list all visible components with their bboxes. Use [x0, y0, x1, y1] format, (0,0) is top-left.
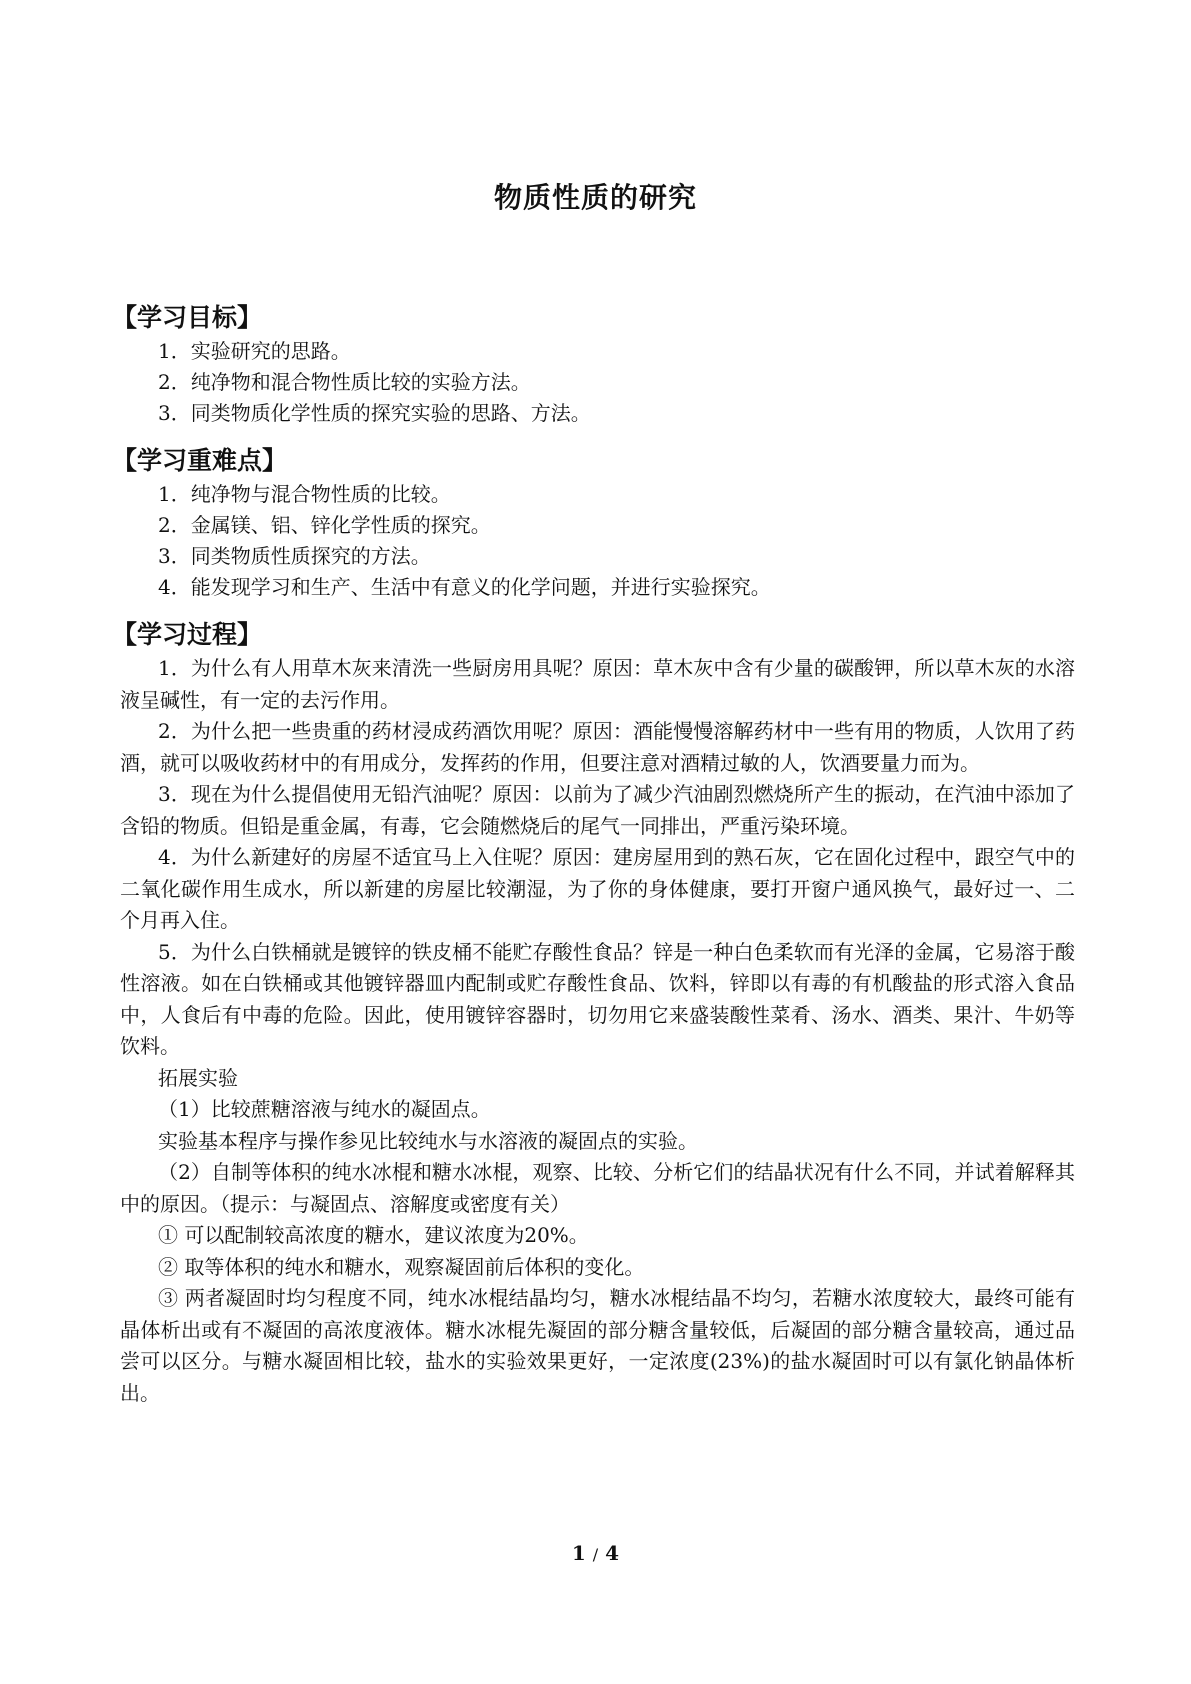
extension-note: ① 可以配制较高浓度的糖水，建议浓度为20%。 [158, 1223, 589, 1247]
total-pages: 4 [605, 1541, 620, 1565]
extension-note: ③ 两者凝固时均匀程度不同，纯水冰棍结晶均匀，糖水冰棍结晶不均匀，若糖水浓度较大，最终可能有晶体析出或有不凝固的高浓度液体。糖水冰棍先凝固的部分糖含量较低，后凝固的部分糖含量较高，通过品尝可以区分。与糖水凝固相比较，盐水的实验效果更好，一定浓度(23%)的盐水凝固时可以有氯化钠晶体析出。 [120, 1286, 1075, 1405]
process-paragraph: 2．为什么把一些贵重的药材浸成药酒饮用呢？原因：酒能慢慢溶解药材中一些有用的物质，人饮用了药酒，就可以吸收药材中的有用成分，发挥药的作用，但要注意对酒精过敏的人，饮酒要量力而为。 [120, 719, 1075, 775]
key-point-item: 4．能发现学习和生产、生活中有意义的化学问题，并进行实验探究。 [158, 575, 771, 599]
objective-item: 1．实验研究的思路。 [158, 339, 351, 363]
section-heading-objectives: 【学习目标】 [112, 303, 263, 332]
extension-item: （2）自制等体积的纯水冰棍和糖水冰棍，观察、比较、分析它们的结晶状况有什么不同，并试着解释其中的原因。（提示：与凝固点、溶解度或密度有关） [120, 1160, 1075, 1216]
extension-heading: 拓展实验 [158, 1065, 238, 1090]
process-paragraph: 5．为什么白铁桶就是镀锌的铁皮桶不能贮存酸性食品？锌是一种白色柔软而有光泽的金属，它易溶于酸性溶液。如在白铁桶或其他镀锌器皿内配制或贮存酸性食品、饮料，锌即以有毒的有机酸盐的形式溶入食品中，人食后有中毒的危险。因此，使用镀锌容器时，切勿用它来盛装酸性菜肴、汤水、酒类、果汁、牛奶等饮料。 [120, 939, 1075, 1058]
section-heading-process: 【学习过程】 [112, 620, 263, 649]
key-point-item: 1．纯净物与混合物性质的比较。 [158, 482, 451, 506]
current-page: 1 [571, 1541, 586, 1565]
document-title: 物质性质的研究 [493, 181, 697, 214]
key-point-item: 3．同类物质性质探究的方法。 [158, 544, 431, 568]
process-paragraph: 1．为什么有人用草木灰来清洗一些厨房用具呢？原因：草木灰中含有少量的碳酸钾，所以草木灰的水溶液呈碱性，有一定的去污作用。 [120, 656, 1075, 712]
extension-item: 实验基本程序与操作参见比较纯水与水溶液的凝固点的实验。 [158, 1128, 698, 1153]
extension-item: （1）比较蔗糖溶液与纯水的凝固点。 [158, 1097, 491, 1121]
objective-item: 2．纯净物和混合物性质比较的实验方法。 [158, 370, 531, 394]
process-paragraph: 3．现在为什么提倡使用无铅汽油呢？原因：以前为了减少汽油剧烈燃烧所产生的振动，在汽油中添加了含铅的物质。但铅是重金属，有毒，它会随燃烧后的尾气一同排出，严重污染环境。 [120, 782, 1075, 838]
extension-note: ② 取等体积的纯水和糖水，观察凝固前后体积的变化。 [158, 1254, 645, 1279]
process-paragraph: 4．为什么新建好的房屋不适宜马上入住呢？原因：建房屋用到的熟石灰，它在固化过程中，跟空气中的二氧化碳作用生成水，所以新建的房屋比较潮湿，为了你的身体健康，要打开窗户通风换气，最好过一、二个月再入住。 [120, 845, 1075, 932]
page-number [0, 1541, 1191, 1565]
document-body [112, 300, 1075, 1409]
page-separator: / [592, 1545, 599, 1564]
section-heading-key-points: 【学习重难点】 [112, 446, 288, 475]
key-point-item: 2．金属镁、铝、锌化学性质的探究。 [158, 513, 491, 537]
objective-item: 3．同类物质化学性质的探究实验的思路、方法。 [158, 401, 591, 425]
